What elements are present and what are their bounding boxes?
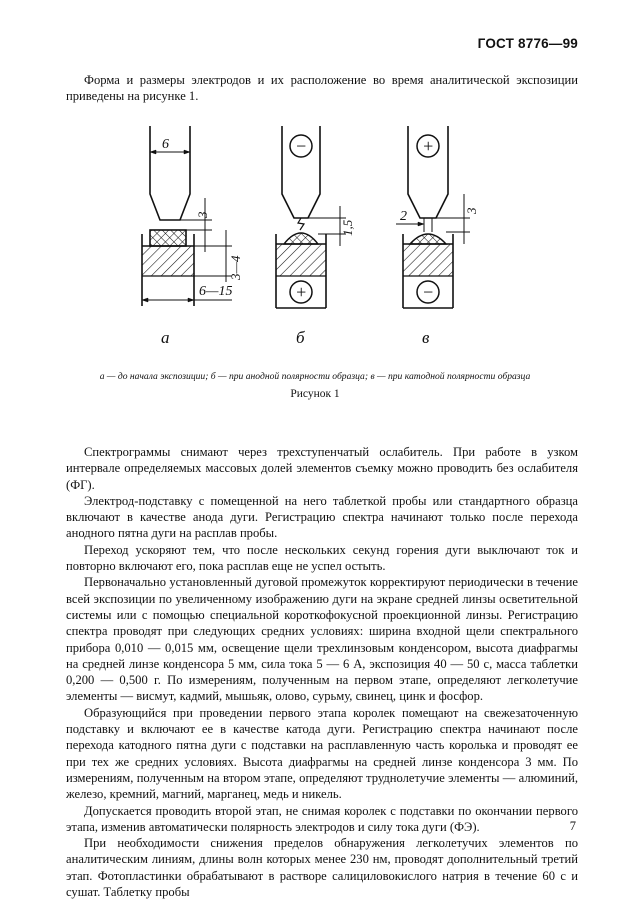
figure-title: Рисунок 1 bbox=[290, 388, 340, 400]
arc-spark-b bbox=[298, 218, 304, 230]
dim-width-a: 6 bbox=[162, 137, 169, 152]
electrode-diagram bbox=[0, 110, 630, 370]
page-number: 7 bbox=[569, 819, 576, 833]
sign-top-b: − bbox=[295, 136, 308, 156]
figure-caption: а — до начала экспозиции; б — при анодной полярности образца; в — при катодной полярности образца bbox=[99, 371, 531, 382]
paragraph: Первоначально установленный дуговой промежуток корректируют периодически в течение всей экспозиции по увеличенному изображению дуги на экране средней линзы осветительной системы или с помощью специальной короткофокусной проекционной линзы. Регистрацию спектра проводят при следующих средних условиях: ширина входной щели спектрального прибора 0,010 — 0,015 мм, освещение щели трехлинзовым конденсором, высота диафрагмы на средней линзе конденсора 5 мм, сила тока 5 — 6 А, экспозиция 40 — 50 с, масса таблетки 0,200 — 0,500 г. По измерениям, полученным на первом этапе, определяют легколетучие элементы — висмут, кадмий, мышьяк, олово, сурьму, свинец, цинк и фосфор. bbox=[66, 575, 578, 704]
paragraph: Спектрограммы снимают через трехступенчатый ослабитель. При работе в узком интервале определяемых массовых долей элементов съемку можно проводить без ослабителя (ФГ). bbox=[66, 445, 578, 492]
panel-letter-b: б bbox=[296, 328, 305, 347]
panel-letter-a: а bbox=[161, 328, 170, 347]
tablet-a bbox=[150, 230, 186, 246]
body-text bbox=[66, 444, 578, 900]
sign-bottom-c: − bbox=[422, 282, 435, 302]
sign-top-c: + bbox=[422, 136, 435, 156]
panel-letter-c: в bbox=[422, 328, 430, 347]
dim-tablet-a: 3—4 bbox=[228, 255, 243, 280]
dim-holder-a: 6—15 bbox=[199, 284, 233, 299]
figure-1 bbox=[0, 110, 630, 370]
intro-paragraph: Форма и размеры электродов и их расположение во время аналитической экспозиции приведены на рисунке 1. bbox=[66, 73, 578, 103]
paragraph: При необходимости снижения пределов обнаружения легколетучих элементов по аналитическим линиям, длины волн которых менее 230 нм, проводят дополнительный третий этап. Фотопластинки обрабатывают в растворе салициловокислого натрия в течение 60 с и сушат. Таблетку пробы bbox=[66, 836, 578, 900]
molten-bead-b bbox=[284, 233, 318, 244]
upper-electrode-a bbox=[150, 126, 190, 220]
molten-bead-c bbox=[410, 234, 446, 244]
dim-gap-b: 1,5 bbox=[340, 219, 355, 236]
sign-bottom-b: + bbox=[295, 282, 308, 302]
panel-a bbox=[142, 126, 232, 306]
paragraph: Переход ускоряют тем, что после нескольких секунд горения дуги выключают ток и повторно включают его, пока расплав еще не успел остыть. bbox=[66, 542, 578, 574]
paragraph: Электрод-подставку с помещенной на него таблеткой пробы или стандартного образца включают в качестве анода дуги. Регистрацию спектра начинают только после перехода анодного пятна дуги на расплав пробы. bbox=[66, 493, 578, 541]
paragraph: Образующийся при проведении первого этапа королек помещают на свежезаточенную подставку и включают ее в качестве катода дуги. Регистрацию спектра начинают после перехода катодного пятна дуги с подставки на расплавленную часть королька и проводят ее при тех же средних условиях. Высота диафрагмы на средней линзе конденсора 3 мм. По измерениям, полученным на втором этапе, определяют труднолетучие элементы — алюминий, железо, кремний, магний, марганец, медь и никель. bbox=[66, 705, 578, 802]
panel-b bbox=[276, 126, 346, 308]
dim-gap-c: 3 bbox=[464, 207, 479, 214]
paragraph: Допускается проводить второй этап, не снимая королек с подставки по окончании первого этапа, изменив автоматически полярность электродов и силу тока дуги (ФЭ). bbox=[66, 803, 578, 834]
document-header-standard: ГОСТ 8776—99 bbox=[477, 36, 578, 51]
dim-gap-a: 3 bbox=[195, 211, 210, 218]
dim-left-c: 2 bbox=[400, 209, 407, 224]
